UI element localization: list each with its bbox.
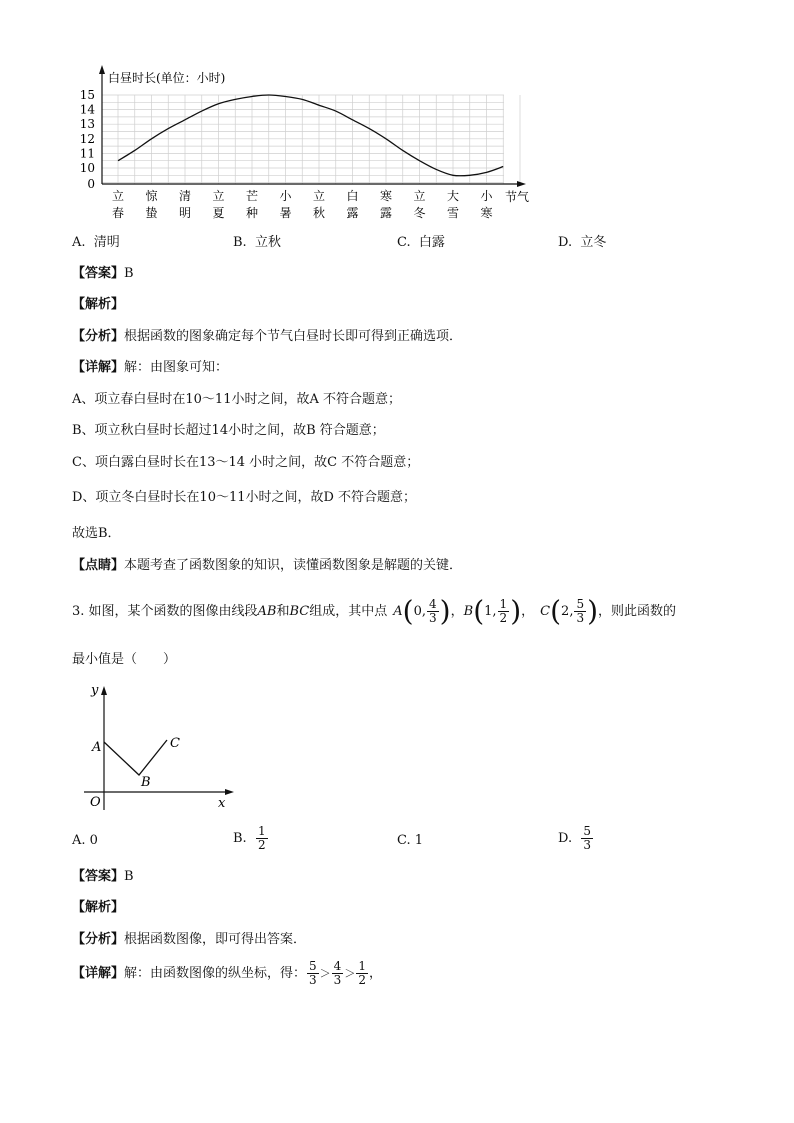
point-c: C(2, $\frac{5}{3}$ ) — [540, 594, 599, 628]
x-tick-label: 立 — [413, 189, 426, 203]
q2-conclusion: 故选B． — [72, 526, 121, 541]
y-tick-label: 13 — [80, 117, 95, 132]
x-tick-label: 蛰 — [145, 206, 158, 220]
q2-answer: 【答案】B — [72, 266, 134, 281]
q2-option-c: C. 白露 — [397, 235, 445, 250]
q2-option-b: B. 立秋 — [233, 235, 281, 250]
q3-fenxi: 【分析】根据函数图像，即可得出答案． — [72, 932, 307, 947]
y-axis-arrow — [99, 65, 105, 74]
x-tick-label: 小 — [279, 189, 292, 203]
q3-analysis-heading: 【解析】 — [72, 900, 125, 915]
x-tick-label: 夏 — [212, 206, 225, 220]
y-axis-label: 白昼时长(单位：小时) — [108, 71, 226, 85]
x-tick-label: 惊 — [145, 189, 158, 203]
q3-point-a-label: A — [92, 740, 102, 755]
q3-option-a: A. 0 — [72, 833, 98, 848]
x-tick-label: 芒 — [245, 189, 259, 203]
q3-option-d: D. $\frac{5}{3}$ — [558, 824, 591, 852]
q3-detail: 【详解】 解：由函数图像的纵坐标，得： $\frac{5}{3}$ ＞ $\frac{4}{3}$ ＞ $\frac{1}{2}$ ， — [72, 959, 382, 987]
q2-line-c: C、项白露白昼时长在13～14 小时之间，故C 不符合题意； — [72, 455, 420, 470]
x-tick-labels — [112, 188, 494, 220]
x-axis-label: 节气 — [505, 190, 530, 204]
q3-origin-label: O — [90, 795, 101, 810]
x-tick-label: 明 — [178, 206, 192, 220]
y-tick-labels — [80, 88, 95, 191]
x-tick-label: 立 — [312, 189, 326, 203]
x-tick-label: 雪 — [446, 206, 460, 220]
x-tick-label: 秋 — [312, 206, 326, 220]
y-tick-label: 11 — [80, 146, 95, 161]
q3-option-b: B. $\frac{1}{2}$ — [233, 824, 266, 852]
q2-option-d: D. 立冬 — [558, 235, 607, 250]
q2-dianjing: 【点睛】本题考查了函数图象的知识，读懂函数图象是解题的关键． — [72, 558, 463, 573]
y-tick-label: 14 — [80, 102, 95, 117]
x-tick-label: 白 — [346, 189, 359, 203]
point-b: B(1, $\frac{1}{2}$ )， — [463, 594, 535, 628]
q3-y-label: y — [91, 683, 99, 698]
x-tick-label: 暑 — [279, 206, 292, 220]
q3-function-graph — [104, 740, 167, 775]
q3-answer: 【答案】B — [72, 869, 134, 884]
x-tick-label: 露 — [346, 206, 359, 220]
y-tick-label: 10 — [80, 161, 95, 175]
q3-y-arrow — [101, 686, 107, 695]
x-tick-label: 清 — [178, 189, 192, 203]
series-line — [118, 95, 503, 176]
q2-detail: 【详解】解：由图象可知： — [72, 360, 229, 375]
point-a: A(0, $\frac{4}{3}$ )， — [393, 594, 464, 628]
x-tick-label: 寒 — [379, 189, 393, 203]
x-tick-label: 冬 — [413, 206, 426, 220]
x-tick-label: 春 — [111, 206, 125, 220]
q3-point-b-label: B — [141, 775, 151, 790]
x-tick-label: 露 — [379, 206, 393, 220]
q2-fenxi: 【分析】根据函数的图象确定每个节气白昼时长即可得到正确选项． — [72, 329, 463, 344]
x-tick-label: 立 — [111, 189, 125, 203]
x-tick-label: 种 — [245, 206, 259, 220]
q3-point-c-label: C — [170, 736, 180, 751]
q3-graph — [78, 678, 238, 818]
x-tick-label: 立 — [212, 189, 225, 203]
q3-stem: 3. 如图，某个函数的图像由线段 AB 和 BC 组成，其中点 A(0, $\frac{4}{3}$ )， B(1, $\frac{1}{2}$ )， C(2, $\frac{5}{3}$ ) ，则此函数的 — [72, 594, 676, 630]
x-axis-arrow — [517, 181, 526, 187]
x-tick-label: 寒 — [480, 206, 493, 220]
q2-analysis-heading: 【解析】 — [72, 297, 125, 312]
q2-line-d: D、项立冬白昼时长在10～11小时之间，故D 不符合题意； — [72, 490, 417, 505]
y-tick-label: 12 — [80, 131, 95, 146]
q2-line-a: A、项立春白昼时在10～11小时之间，故A 不符合题意； — [72, 392, 401, 407]
chart-grid — [102, 95, 520, 184]
q3-x-label: x — [218, 796, 226, 811]
q3-x-arrow — [225, 789, 234, 795]
q3-stem-line2: 最小值是（ ） — [72, 652, 177, 667]
x-tick-label: 大 — [446, 189, 460, 203]
q2-line-b: B、项立秋白昼时长超过14小时之间，故B 符合题意； — [72, 423, 385, 438]
daylight-chart — [80, 62, 540, 227]
x-tick-label: 小 — [480, 189, 493, 203]
q2-option-a: A. 清明 — [72, 235, 120, 250]
y-tick-label: 15 — [80, 88, 95, 102]
q3-option-c: C. 1 — [397, 833, 424, 848]
y-tick-label: 0 — [87, 177, 95, 191]
